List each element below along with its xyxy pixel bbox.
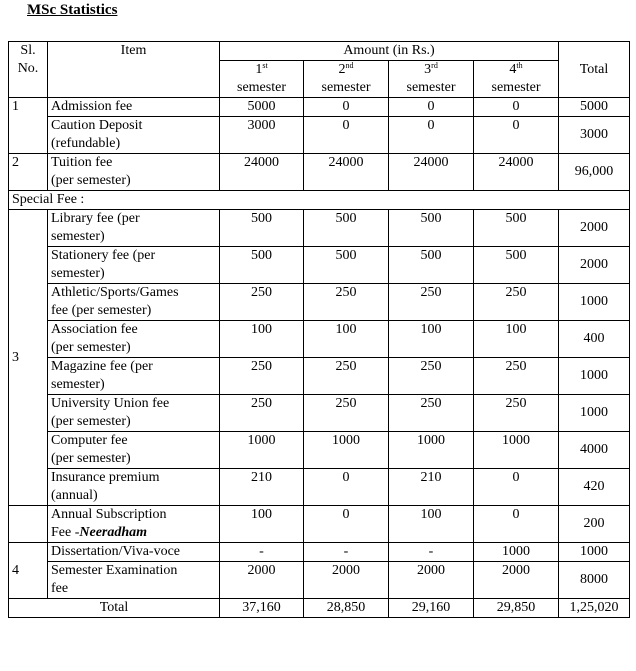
value-cell: 24000 bbox=[389, 154, 474, 191]
value-cell: 0 bbox=[304, 98, 389, 117]
table-row-caution bbox=[9, 117, 630, 154]
sl-number: 3 bbox=[9, 210, 48, 506]
value-cell: 250 bbox=[220, 395, 304, 432]
total-cell: 1000 bbox=[559, 395, 630, 432]
value-cell: 500 bbox=[474, 210, 559, 247]
grand-total-value: 37,160 bbox=[220, 599, 304, 618]
value-cell: - bbox=[304, 543, 389, 562]
value-cell: 0 bbox=[304, 469, 389, 506]
table-row-admission bbox=[9, 98, 630, 117]
value-cell: 0 bbox=[474, 98, 559, 117]
grand-total-value: 29,160 bbox=[389, 599, 474, 618]
value-cell: 250 bbox=[220, 358, 304, 395]
value-cell: 250 bbox=[474, 358, 559, 395]
value-cell: 250 bbox=[474, 284, 559, 321]
value-cell: 0 bbox=[389, 98, 474, 117]
total-cell: 200 bbox=[559, 506, 630, 543]
value-cell: 1000 bbox=[304, 432, 389, 469]
table-row-magazine bbox=[9, 358, 630, 395]
value-cell: 100 bbox=[304, 321, 389, 358]
value-cell: 0 bbox=[474, 506, 559, 543]
total-cell: 1000 bbox=[559, 543, 630, 562]
sl-number: 2 bbox=[9, 154, 48, 191]
item-cell: Stationery fee (per semester) bbox=[48, 247, 220, 284]
total-cell: 8000 bbox=[559, 562, 630, 599]
value-cell: 500 bbox=[389, 210, 474, 247]
item-cell: Dissertation/Viva-voce bbox=[48, 543, 220, 562]
table-row-stationery bbox=[9, 247, 630, 284]
item-cell: Annual Subscription Fee -Neeradham bbox=[48, 506, 220, 543]
value-cell: 0 bbox=[304, 506, 389, 543]
value-cell: 1000 bbox=[389, 432, 474, 469]
total-header: Total bbox=[559, 42, 630, 98]
total-cell: 2000 bbox=[559, 210, 630, 247]
value-cell: 210 bbox=[389, 469, 474, 506]
value-cell: 24000 bbox=[474, 154, 559, 191]
value-cell: 1000 bbox=[220, 432, 304, 469]
value-cell: 250 bbox=[220, 284, 304, 321]
item-cell: Caution Deposit (refundable) bbox=[48, 117, 220, 154]
item-cell: Library fee (per semester) bbox=[48, 210, 220, 247]
value-cell: 2000 bbox=[474, 562, 559, 599]
total-cell: 5000 bbox=[559, 98, 630, 117]
total-cell: 4000 bbox=[559, 432, 630, 469]
value-cell: 100 bbox=[389, 321, 474, 358]
special-fee-label: Special Fee : bbox=[9, 191, 630, 210]
item-cell: Admission fee bbox=[48, 98, 220, 117]
value-cell: 100 bbox=[389, 506, 474, 543]
value-cell: 250 bbox=[389, 284, 474, 321]
total-cell: 1000 bbox=[559, 358, 630, 395]
value-cell: - bbox=[389, 543, 474, 562]
grand-total-overall: 1,25,020 bbox=[559, 599, 630, 618]
item-cell: Magazine fee (per semester) bbox=[48, 358, 220, 395]
value-cell: 1000 bbox=[474, 432, 559, 469]
value-cell: 250 bbox=[389, 358, 474, 395]
value-cell: 500 bbox=[474, 247, 559, 284]
semester-1-header: 1st semester bbox=[220, 61, 304, 98]
value-cell: 250 bbox=[304, 395, 389, 432]
value-cell: 250 bbox=[474, 395, 559, 432]
value-cell: 250 bbox=[304, 358, 389, 395]
value-cell: 24000 bbox=[220, 154, 304, 191]
no-header-text: No. bbox=[17, 61, 39, 76]
table-row-insurance bbox=[9, 469, 630, 506]
value-cell: 3000 bbox=[220, 117, 304, 154]
total-cell: 96,000 bbox=[559, 154, 630, 191]
header-row-1 bbox=[9, 42, 630, 61]
table-row-union bbox=[9, 395, 630, 432]
value-cell: 5000 bbox=[220, 98, 304, 117]
item-header: Item bbox=[48, 42, 220, 98]
amount-header: Amount (in Rs.) bbox=[220, 42, 559, 61]
document-title: MSc Statistics bbox=[27, 2, 118, 18]
value-cell: - bbox=[220, 543, 304, 562]
value-cell: 250 bbox=[304, 284, 389, 321]
value-cell: 100 bbox=[220, 321, 304, 358]
item-cell: Athletic/Sports/Games fee (per semester) bbox=[48, 284, 220, 321]
table-row-association bbox=[9, 321, 630, 358]
total-cell: 3000 bbox=[559, 117, 630, 154]
value-cell: 0 bbox=[474, 469, 559, 506]
value-cell: 0 bbox=[474, 117, 559, 154]
semester-3-header: 3rd semester bbox=[389, 61, 474, 98]
sl-header-text: Sl. bbox=[20, 43, 36, 58]
value-cell: 2000 bbox=[220, 562, 304, 599]
grand-total-row bbox=[9, 599, 630, 618]
sl-number-empty bbox=[9, 506, 48, 543]
value-cell: 250 bbox=[389, 395, 474, 432]
value-cell: 2000 bbox=[304, 562, 389, 599]
total-cell: 420 bbox=[559, 469, 630, 506]
table-row-library bbox=[9, 210, 630, 247]
value-cell: 1000 bbox=[474, 543, 559, 562]
special-fee-row bbox=[9, 191, 630, 210]
item-cell: Insurance premium (annual) bbox=[48, 469, 220, 506]
table-row-exam bbox=[9, 562, 630, 599]
value-cell: 500 bbox=[389, 247, 474, 284]
sl-number: 4 bbox=[9, 543, 48, 599]
sl-no-header bbox=[9, 42, 48, 98]
table-row-subscription bbox=[9, 506, 630, 543]
fee-table bbox=[8, 41, 630, 618]
item-cell: University Union fee (per semester) bbox=[48, 395, 220, 432]
value-cell: 500 bbox=[304, 210, 389, 247]
value-cell: 0 bbox=[389, 117, 474, 154]
table-row-computer bbox=[9, 432, 630, 469]
table-row-athletic bbox=[9, 284, 630, 321]
item-cell: Semester Examination fee bbox=[48, 562, 220, 599]
grand-total-value: 29,850 bbox=[474, 599, 559, 618]
value-cell: 100 bbox=[220, 506, 304, 543]
value-cell: 2000 bbox=[389, 562, 474, 599]
sl-number: 1 bbox=[9, 98, 48, 154]
value-cell: 0 bbox=[304, 117, 389, 154]
grand-total-label: Total bbox=[9, 599, 220, 618]
semester-4-header: 4th semester bbox=[474, 61, 559, 98]
value-cell: 100 bbox=[474, 321, 559, 358]
value-cell: 500 bbox=[220, 247, 304, 284]
item-cell: Tuition fee (per semester) bbox=[48, 154, 220, 191]
value-cell: 210 bbox=[220, 469, 304, 506]
value-cell: 500 bbox=[304, 247, 389, 284]
total-cell: 1000 bbox=[559, 284, 630, 321]
item-cell: Association fee (per semester) bbox=[48, 321, 220, 358]
semester-2-header: 2nd semester bbox=[304, 61, 389, 98]
total-cell: 2000 bbox=[559, 247, 630, 284]
table-row-tuition bbox=[9, 154, 630, 191]
item-cell: Computer fee (per semester) bbox=[48, 432, 220, 469]
value-cell: 24000 bbox=[304, 154, 389, 191]
total-cell: 400 bbox=[559, 321, 630, 358]
grand-total-value: 28,850 bbox=[304, 599, 389, 618]
value-cell: 500 bbox=[220, 210, 304, 247]
table-row-dissertation bbox=[9, 543, 630, 562]
